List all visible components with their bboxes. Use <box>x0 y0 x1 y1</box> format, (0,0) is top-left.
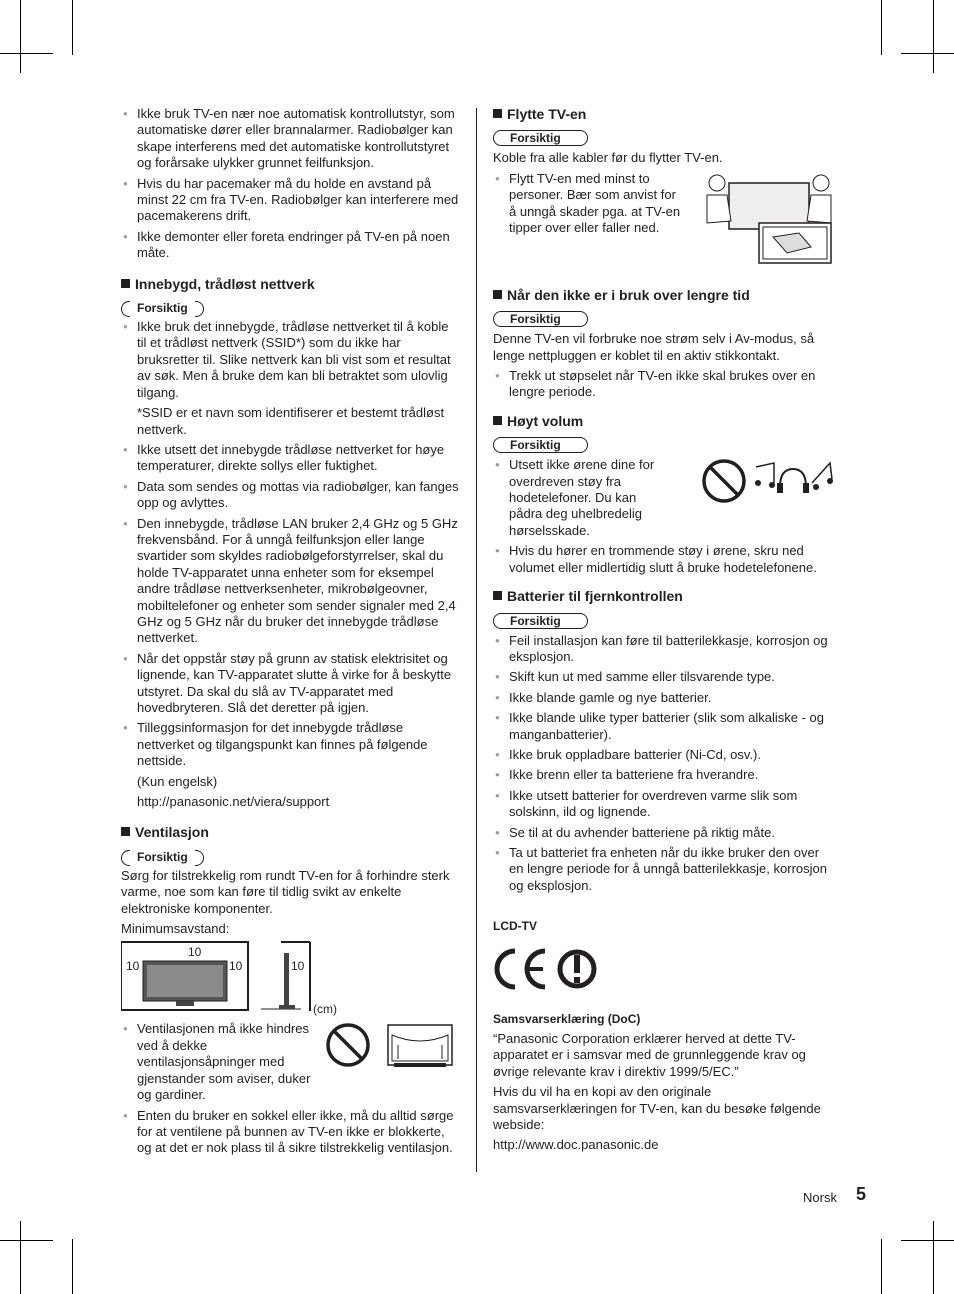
list-item: ● Ikke utsett det innebygde trådløse nettverket for høye temperaturer, direkte sollys eller fuktighet. <box>121 442 461 475</box>
caution-badge: Forsiktig <box>493 311 588 327</box>
section-heading: Flytte TV-en <box>493 106 833 122</box>
english-only-note: (Kun engelsk) <box>137 773 218 789</box>
square-bullet-icon <box>493 591 502 600</box>
square-bullet-icon <box>121 827 130 836</box>
caution-badge: Forsiktig <box>493 130 588 146</box>
ventilation-text: Sørg for tilstrekkelig rom rundt TV-en for å forhindre sterk varme, noe som kan føre til tidlig svikt av enkelte elektroniske komponenter. <box>121 867 450 916</box>
support-url[interactable]: http://panasonic.net/viera/support <box>137 794 330 810</box>
crop-mark <box>20 1221 21 1294</box>
section-heading: Innebygd, trådløst nettverk <box>121 276 461 292</box>
list-item: ● Ventilasjonen må ikke hindres ved å dekke ventilasjonsåpninger med gjenstander som aviser, duker og gardiner. <box>121 1021 311 1103</box>
list-item: ● Ikke demonter eller foreta endringer på TV-en på noen måte. <box>121 229 461 262</box>
wireless-section <box>121 276 461 811</box>
volume-section <box>493 413 833 576</box>
dim-left: 10 <box>126 959 140 974</box>
list-item: ● Hvis du hører en trommende støy i ørene, skru ned volumet eller midlertidig slutt å bruke hodetelefonene. <box>493 543 833 576</box>
intro-bullet-list <box>121 106 461 262</box>
volume-block <box>493 457 833 576</box>
column-divider <box>476 108 477 1172</box>
battery-list <box>493 633 833 895</box>
list-item: ● Ikke blande gamle og nye batterier. <box>493 690 833 706</box>
min-distance-label: Minimumsavstand: <box>121 921 230 937</box>
moving-section <box>493 106 833 271</box>
crop-mark <box>881 1239 882 1294</box>
list-item: ● Trekk ut støpselet når TV-en ikke skal brukes over en lengre periode. <box>493 368 833 401</box>
square-bullet-icon <box>493 290 502 299</box>
page-number: 5 <box>856 1184 867 1204</box>
ventilation-section <box>121 824 461 1156</box>
unused-section <box>493 287 833 401</box>
caution-badge: Forsiktig <box>121 301 204 315</box>
no-cover-icon <box>326 1021 456 1073</box>
clearance-diagram <box>121 941 461 1021</box>
caution-badge: Forsiktig <box>493 437 588 453</box>
unused-text: Denne TV-en vil forbruke noe strøm selv i Av-modus, så lenge nettpluggen er koblet til en aktiv stikkontakt. <box>493 331 815 363</box>
list-item: ● Ta ut batteriet fra enheten når du ikke bruker den over en lengre periode for å unngå batterilekkasje, korrosjon og eksplosjon. <box>493 845 833 894</box>
section-heading: Når den ikke er i bruk over lengre tid <box>493 287 833 303</box>
section-heading: Batterier til fjernkontrollen <box>493 588 833 604</box>
doc-text: Hvis du vil ha en kopi av den originale samsvarserklæringen for TV-en, kan du besøke følgende webside: <box>493 1084 821 1133</box>
doc-quote: “Panasonic Corporation erklærer herved at dette TV-apparatet er i samsvar med de grunnleggende krav og øvrige relevante krav i direktiv 1999/5/EC.” <box>493 1031 806 1079</box>
batteries-section <box>493 588 833 894</box>
left-column <box>121 106 461 1161</box>
list-item: ● Ikke bruk oppladbare batterier (Ni-Cd, osv.). <box>493 747 833 763</box>
list-item: ● Flytt TV-en med minst to personer. Bær som anvist for å unngå skader pga. at TV-en tipper over eller faller ned. <box>493 171 683 237</box>
list-item: ● Ikke utsett batterier for overdreven varme slik som solskinn, ild og lignende. <box>493 788 833 821</box>
square-bullet-icon <box>493 109 502 118</box>
crop-mark <box>72 0 73 55</box>
dim-side: 10 <box>291 959 305 974</box>
list-item: ● Enten du bruker en sokkel eller ikke, må du alltid sørge for at ventilene på bunnen av TV-en ikke er blokkerte, og at det er nok plass til å sikre tilstrekkelig ventilasjon. <box>121 1108 461 1157</box>
moving-block <box>493 171 833 271</box>
list-item: ● Ikke blande ulike typer batterier (slik som alkaliske - og manganbatterier). <box>493 710 833 743</box>
caution-badge: Forsiktig <box>493 613 588 629</box>
square-bullet-icon <box>493 416 502 425</box>
list-item: ● Tilleggsinformasjon for det innebygde trådløse nettverket og tilgangspunkt kan finnes på følgende nettside. <box>121 720 461 769</box>
doc-url[interactable]: http://www.doc.panasonic.de <box>493 1137 659 1153</box>
two-people-carry-icon <box>703 171 835 267</box>
list-item: ● Hvis du har pacemaker må du holde en avstand på minst 22 cm fra TV-en. Radiobølger kan interferere med pacemakerens drift. <box>121 176 461 225</box>
ventilation-block <box>121 1021 461 1156</box>
ssid-note: *SSID er et navn som identifiserer et bestemt trådløst nettverk. <box>137 405 445 437</box>
no-loud-headphones-icon <box>700 457 835 505</box>
crop-mark <box>20 0 21 73</box>
dim-right: 10 <box>229 959 243 974</box>
doc-section <box>493 1011 833 1154</box>
list-item: ● Data som sendes og mottas via radiobølger, kan fanges opp og avlyttes. <box>121 479 461 512</box>
language-label: Norsk <box>803 1190 837 1205</box>
unit-label: (cm) <box>313 1002 337 1017</box>
crop-mark <box>901 1240 954 1241</box>
list-item: ● Skift kun ut med samme eller tilsvarende type. <box>493 669 833 685</box>
ce-marks <box>493 947 833 1003</box>
crop-mark <box>72 1239 73 1294</box>
list-item: ● Den innebygde, trådløse LAN bruker 2,4 GHz og 5 GHz frekvensbånd. For å unngå feilfunksjon eller lange svartider som skyldes radiobølgeforstyrrelser, skal du holde TV-apparatet unna enheter som for eksempel andre trådløse nettverksenheter, mikrobølgeovner, mobiltelefoner og enheter som sender signaler med 2,4 GHz og 5 GHz når du bruker det innebygde trådløse nettverket. <box>121 516 461 647</box>
crop-mark <box>0 1240 53 1241</box>
list-item: ● Ikke bruk det innebygde, trådløse nettverket til å koble til et trådløst nettverk (SSID*) som du ikke har bruksretter til. Slike nettverk kan bli vist som et resultat av søk. Men å bruke dem kan bli betraktet som ulovlig tilgang. <box>121 319 461 401</box>
crop-mark <box>0 53 53 54</box>
caution-badge: Forsiktig <box>121 850 204 864</box>
crop-mark <box>933 1221 934 1294</box>
ce-mark-icon <box>493 947 603 991</box>
list-item: ● Utsett ikke ørene dine for overdreven støy fra hodetelefoner. Du kan pådra deg uhelbredelig hørselsskade. <box>493 457 663 539</box>
crop-mark <box>901 53 954 54</box>
dim-top: 10 <box>188 945 202 960</box>
list-item: ● Når det oppstår støy på grunn av statisk elektrisitet og lignende, kan TV-apparatet slutte å virke for å beskytte utstyret. Da skal du slå av TV-apparatet med hovedbryteren. Slå det deretter på igjen. <box>121 651 461 717</box>
section-heading: Ventilasjon <box>121 824 461 840</box>
lcd-label: LCD-TV <box>493 919 537 934</box>
right-column <box>493 106 833 1158</box>
list-item: ● Feil installasjon kan føre til batterilekkasje, korrosjon og eksplosjon. <box>493 633 833 666</box>
doc-heading: Samsvarserklæring (DoC) <box>493 1011 641 1026</box>
square-bullet-icon <box>121 279 130 288</box>
crop-mark <box>881 0 882 55</box>
list-item: ● Ikke brenn eller ta batteriene fra hverandre. <box>493 767 833 783</box>
list-item: ● Se til at du avhender batteriene på riktig måte. <box>493 825 833 841</box>
crop-mark <box>933 0 934 73</box>
list-item: ● Ikke bruk TV-en nær noe automatisk kontrollutstyr, som automatiske dører eller brannalarmer. Radiobølger kan skape interferens med det automatiske kontrollutstyret og forårsake ulykker grunnet feilfunksjon. <box>121 106 461 172</box>
moving-text: Koble fra alle kabler før du flytter TV-en. <box>493 150 723 166</box>
section-heading: Høyt volum <box>493 413 833 429</box>
